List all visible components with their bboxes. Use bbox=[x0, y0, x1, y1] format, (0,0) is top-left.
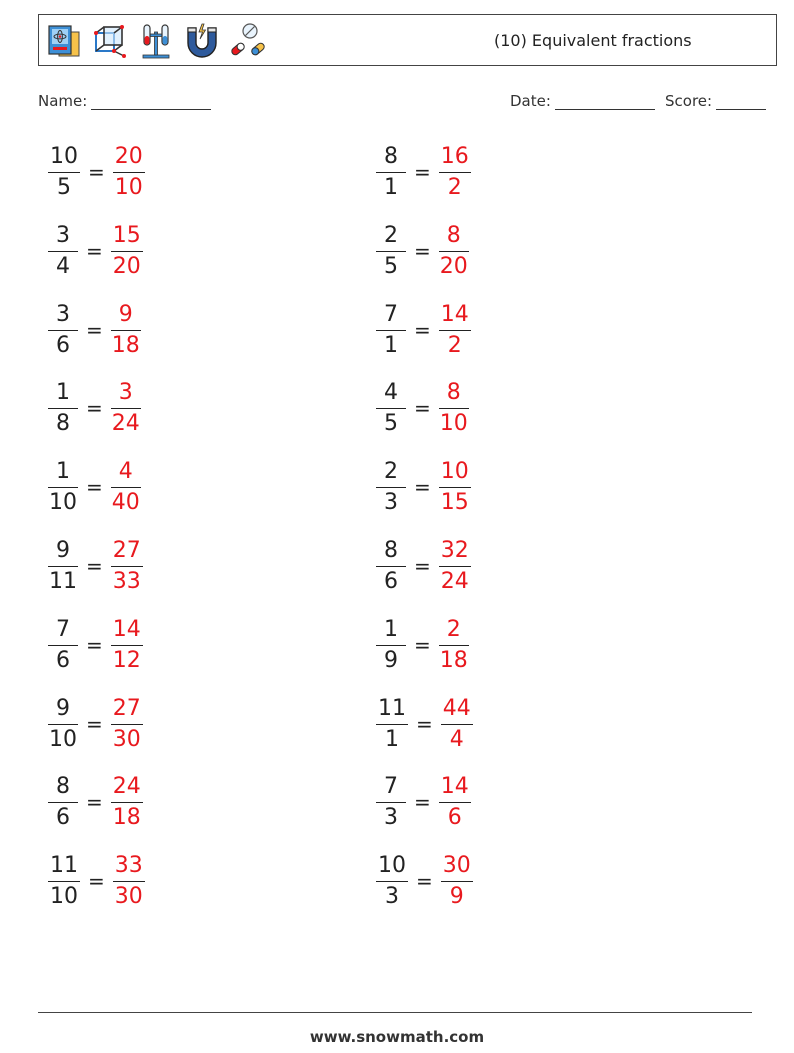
given-fraction bbox=[376, 222, 406, 280]
equals-sign: = bbox=[414, 475, 431, 500]
magnet-icon bbox=[183, 22, 221, 60]
given-fraction bbox=[376, 773, 406, 831]
footer-site: www.snowmath.com bbox=[309, 1028, 485, 1046]
answer-fraction bbox=[111, 301, 141, 359]
equals-sign: = bbox=[414, 396, 431, 421]
given-numerator: 8 bbox=[48, 773, 78, 803]
given-denominator: 4 bbox=[56, 253, 70, 279]
given-denominator: 8 bbox=[56, 411, 70, 437]
problem-item bbox=[376, 219, 469, 283]
problem-item bbox=[48, 534, 143, 598]
answer-denominator: 33 bbox=[112, 569, 141, 594]
given-fraction bbox=[48, 537, 78, 595]
given-fraction bbox=[376, 458, 406, 516]
worksheet-title: (10) Equivalent fractions bbox=[494, 31, 692, 50]
problem-item bbox=[48, 298, 141, 362]
footer-divider bbox=[38, 1012, 752, 1013]
answer-numerator: 4 bbox=[111, 458, 141, 488]
given-fraction bbox=[48, 379, 78, 437]
answer-numerator: 14 bbox=[439, 301, 471, 331]
equals-sign: = bbox=[86, 554, 103, 578]
answer-fraction bbox=[111, 773, 143, 831]
given-fraction bbox=[48, 143, 80, 201]
pills-icon bbox=[229, 22, 267, 60]
given-numerator: 1 bbox=[48, 379, 78, 409]
answer-denominator: 24 bbox=[111, 411, 140, 437]
answer-numerator: 8 bbox=[439, 222, 469, 252]
given-numerator: 3 bbox=[48, 301, 78, 331]
given-numerator: 11 bbox=[376, 695, 408, 725]
answer-denominator: 9 bbox=[449, 884, 464, 910]
given-numerator: 2 bbox=[376, 222, 406, 252]
date-label: Date: bbox=[510, 92, 551, 110]
equals-sign: = bbox=[416, 711, 433, 736]
given-fraction bbox=[48, 695, 78, 753]
given-fraction bbox=[48, 616, 78, 674]
answer-numerator: 27 bbox=[111, 695, 143, 725]
given-denominator: 10 bbox=[49, 726, 77, 752]
given-fraction bbox=[376, 301, 406, 359]
answer-denominator: 12 bbox=[112, 647, 141, 673]
equals-sign: = bbox=[88, 869, 105, 894]
answer-numerator: 27 bbox=[111, 537, 143, 567]
given-numerator: 1 bbox=[376, 616, 406, 646]
equals-sign: = bbox=[416, 869, 433, 894]
equals-sign: = bbox=[86, 475, 103, 500]
given-numerator: 11 bbox=[48, 852, 80, 882]
given-denominator: 6 bbox=[56, 332, 70, 358]
answer-fraction bbox=[111, 616, 143, 674]
answer-denominator: 15 bbox=[440, 490, 469, 516]
answer-numerator: 3 bbox=[111, 379, 141, 409]
answer-numerator: 14 bbox=[111, 616, 143, 646]
given-denominator: 1 bbox=[385, 726, 399, 752]
given-numerator: 7 bbox=[48, 616, 78, 646]
problem-item bbox=[48, 140, 145, 204]
test-tubes-icon bbox=[137, 22, 175, 60]
given-numerator: 8 bbox=[376, 537, 406, 567]
given-numerator: 10 bbox=[48, 143, 80, 173]
equals-sign: = bbox=[414, 160, 431, 184]
given-fraction bbox=[48, 222, 78, 280]
answer-fraction bbox=[439, 616, 469, 674]
given-denominator: 6 bbox=[384, 569, 398, 594]
answer-denominator: 30 bbox=[114, 884, 143, 910]
given-numerator: 10 bbox=[376, 852, 408, 882]
given-numerator: 7 bbox=[376, 301, 406, 331]
answer-denominator: 20 bbox=[439, 253, 468, 279]
answer-numerator: 15 bbox=[111, 222, 143, 252]
given-fraction bbox=[48, 773, 78, 831]
problem-item bbox=[48, 455, 141, 519]
answer-fraction bbox=[439, 301, 471, 359]
given-denominator: 10 bbox=[49, 490, 77, 516]
problem-item bbox=[376, 849, 473, 913]
equals-sign: = bbox=[414, 632, 431, 657]
given-denominator: 6 bbox=[56, 647, 70, 673]
problem-item bbox=[48, 376, 141, 440]
given-denominator: 3 bbox=[384, 490, 398, 516]
answer-numerator: 24 bbox=[111, 773, 143, 803]
answer-fraction bbox=[113, 143, 145, 201]
answer-denominator: 30 bbox=[112, 726, 141, 752]
answer-fraction bbox=[111, 222, 143, 280]
answer-denominator: 10 bbox=[114, 175, 143, 200]
answer-numerator: 8 bbox=[439, 379, 469, 409]
answer-numerator: 20 bbox=[113, 143, 145, 173]
answer-denominator: 40 bbox=[111, 490, 140, 516]
problem-item bbox=[376, 692, 473, 756]
problem-item bbox=[376, 613, 469, 677]
equals-sign: = bbox=[86, 632, 103, 657]
given-denominator: 3 bbox=[385, 884, 399, 910]
date-field[interactable] bbox=[510, 92, 655, 110]
problem-item bbox=[376, 770, 471, 834]
answer-denominator: 4 bbox=[449, 726, 464, 752]
given-denominator: 11 bbox=[49, 569, 77, 594]
answer-denominator: 18 bbox=[112, 805, 141, 831]
name-blank[interactable] bbox=[91, 92, 211, 110]
answer-fraction bbox=[439, 458, 471, 516]
answer-denominator: 18 bbox=[111, 332, 140, 358]
given-numerator: 4 bbox=[376, 379, 406, 409]
answer-fraction bbox=[111, 695, 143, 753]
answer-fraction bbox=[439, 537, 471, 595]
equals-sign: = bbox=[86, 396, 103, 421]
problem-item bbox=[376, 455, 471, 519]
date-blank[interactable] bbox=[555, 92, 655, 110]
given-numerator: 3 bbox=[48, 222, 78, 252]
answer-fraction bbox=[111, 537, 143, 595]
answer-denominator: 6 bbox=[447, 805, 462, 831]
problem-item bbox=[376, 298, 471, 362]
equals-sign: = bbox=[86, 317, 103, 342]
answer-fraction bbox=[439, 773, 471, 831]
answer-numerator: 14 bbox=[439, 773, 471, 803]
given-numerator: 9 bbox=[48, 537, 78, 567]
given-fraction bbox=[376, 852, 408, 910]
answer-numerator: 30 bbox=[441, 852, 473, 882]
given-fraction bbox=[48, 852, 80, 910]
answer-denominator: 10 bbox=[439, 411, 468, 437]
header-icons bbox=[45, 22, 267, 60]
equals-sign: = bbox=[414, 790, 431, 815]
given-numerator: 7 bbox=[376, 773, 406, 803]
problem-item bbox=[48, 849, 145, 913]
given-denominator: 9 bbox=[384, 647, 398, 673]
problem-item bbox=[376, 140, 471, 204]
answer-numerator: 2 bbox=[439, 616, 469, 646]
answer-fraction bbox=[439, 143, 471, 201]
given-denominator: 6 bbox=[56, 805, 70, 831]
problem-item bbox=[48, 613, 143, 677]
answer-numerator: 33 bbox=[113, 852, 145, 882]
given-numerator: 2 bbox=[376, 458, 406, 488]
answer-fraction bbox=[111, 458, 141, 516]
cube-icon bbox=[91, 22, 129, 60]
given-fraction bbox=[376, 695, 408, 753]
given-numerator: 9 bbox=[48, 695, 78, 725]
given-fraction bbox=[376, 143, 406, 201]
answer-denominator: 24 bbox=[440, 569, 469, 594]
given-numerator: 8 bbox=[376, 143, 406, 173]
answer-numerator: 9 bbox=[111, 301, 141, 331]
equals-sign: = bbox=[86, 711, 103, 736]
answer-denominator: 2 bbox=[447, 175, 462, 200]
given-denominator: 3 bbox=[384, 805, 398, 831]
answer-fraction bbox=[441, 852, 473, 910]
answer-numerator: 10 bbox=[439, 458, 471, 488]
answer-fraction bbox=[111, 379, 141, 437]
given-denominator: 10 bbox=[50, 884, 78, 910]
answer-numerator: 32 bbox=[439, 537, 471, 567]
answer-fraction bbox=[441, 695, 473, 753]
answer-fraction bbox=[439, 379, 469, 437]
given-denominator: 5 bbox=[57, 175, 71, 200]
answer-numerator: 16 bbox=[439, 143, 471, 173]
answer-denominator: 18 bbox=[439, 647, 468, 673]
equals-sign: = bbox=[414, 554, 431, 578]
equals-sign: = bbox=[86, 790, 103, 815]
given-fraction bbox=[376, 537, 406, 595]
given-numerator: 1 bbox=[48, 458, 78, 488]
equals-sign: = bbox=[414, 317, 431, 342]
answer-numerator: 44 bbox=[441, 695, 473, 725]
given-denominator: 1 bbox=[384, 175, 398, 200]
problem-item bbox=[376, 534, 471, 598]
given-denominator: 5 bbox=[384, 411, 398, 437]
worksheet-header bbox=[38, 14, 777, 66]
science-book-icon bbox=[45, 22, 83, 60]
score-field[interactable] bbox=[665, 92, 766, 110]
given-fraction bbox=[48, 458, 78, 516]
given-denominator: 1 bbox=[384, 332, 398, 358]
given-fraction bbox=[376, 616, 406, 674]
score-label: Score: bbox=[665, 92, 713, 110]
given-denominator: 5 bbox=[384, 253, 398, 279]
equals-sign: = bbox=[88, 160, 105, 184]
name-label: Name: bbox=[38, 92, 88, 110]
equals-sign: = bbox=[414, 238, 431, 263]
given-fraction bbox=[376, 379, 406, 437]
score-blank[interactable] bbox=[716, 92, 766, 110]
problem-item bbox=[48, 770, 143, 834]
problem-item bbox=[48, 692, 143, 756]
answer-denominator: 2 bbox=[447, 332, 462, 358]
equals-sign: = bbox=[86, 238, 103, 263]
name-field[interactable] bbox=[38, 92, 211, 110]
given-fraction bbox=[48, 301, 78, 359]
answer-fraction bbox=[439, 222, 469, 280]
answer-fraction bbox=[113, 852, 145, 910]
problem-item bbox=[376, 376, 469, 440]
problem-item bbox=[48, 219, 143, 283]
answer-denominator: 20 bbox=[112, 253, 141, 279]
